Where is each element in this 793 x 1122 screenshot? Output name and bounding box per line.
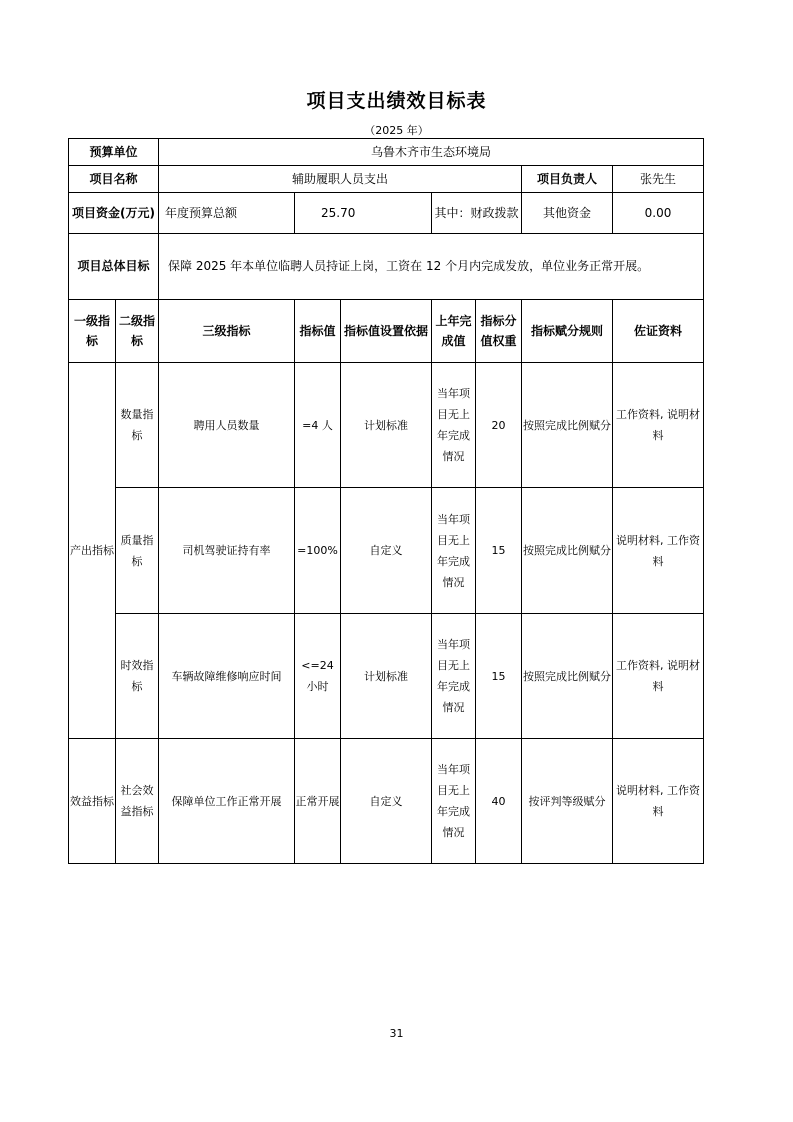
evidence-cell: 说明材料, 工作资料 [613,739,704,864]
header-rule: 指标赋分规则 [522,300,613,363]
level3-cell: 保障单位工作正常开展 [159,739,295,864]
level3-cell: 聘用人员数量 [159,363,295,488]
project-leader-label: 项目负责人 [522,166,613,193]
evidence-cell: 说明材料, 工作资料 [613,488,704,614]
level2-cell: 社会效益指标 [116,739,159,864]
basis-cell: 计划标准 [341,614,432,739]
weight-cell: 15 [476,488,522,614]
fiscal-label: 其中：财政拨款 [432,193,522,234]
rule-cell: 按照完成比例赋分 [522,614,613,739]
budget-unit-row [69,139,704,166]
basis-cell: 计划标准 [341,363,432,488]
annual-budget-value: 25.70 [295,193,432,234]
other-funds-label: 其他资金 [522,193,613,234]
project-name-row [69,166,704,193]
weight-cell: 15 [476,614,522,739]
funds-label: 项目资金(万元) [69,193,159,234]
evidence-cell: 工作资料, 说明材料 [613,363,704,488]
basis-cell: 自定义 [341,739,432,864]
other-funds-value: 0.00 [613,193,704,234]
table-row [69,488,704,614]
basis-cell: 自定义 [341,488,432,614]
page-title: 项目支出绩效目标表 [306,90,487,112]
rule-cell: 按照完成比例赋分 [522,488,613,614]
header-row [69,300,704,363]
last-year-cell: 当年项目无上年完成情况 [432,739,476,864]
level3-cell: 车辆故障维修响应时间 [159,614,295,739]
budget-unit-label: 预算单位 [69,139,159,166]
last-year-cell: 当年项目无上年完成情况 [432,614,476,739]
header-level2: 二级指标 [116,300,159,363]
header-basis: 指标值设置依据 [341,300,432,363]
rule-cell: 按评判等级赋分 [522,739,613,864]
header-last-year: 上年完成值 [432,300,476,363]
header-evidence: 佐证资料 [613,300,704,363]
table-row [69,614,704,739]
weight-cell: 20 [476,363,522,488]
last-year-cell: 当年项目无上年完成情况 [432,363,476,488]
group-benefit: 效益指标 [69,739,116,864]
year-label: （2025 年） [364,124,429,137]
level2-cell: 数量指标 [116,363,159,488]
table-row [69,739,704,864]
evidence-cell: 工作资料, 说明材料 [613,614,704,739]
table-row [69,363,704,488]
page-number: 31 [389,1027,404,1040]
level2-cell: 质量指标 [116,488,159,614]
annual-budget-label: 年度预算总额 [159,193,295,234]
project-name-label: 项目名称 [69,166,159,193]
level3-cell: 司机驾驶证持有率 [159,488,295,614]
level2-cell: 时效指标 [116,614,159,739]
project-leader-value: 张先生 [613,166,704,193]
project-name-value: 辅助履职人员支出 [159,166,522,193]
header-weight: 指标分值权重 [476,300,522,363]
overall-goal-row [69,234,704,300]
value-cell: =100% [295,488,341,614]
group-output: 产出指标 [69,363,116,739]
value-cell: =4 人 [295,363,341,488]
header-value: 指标值 [295,300,341,363]
value-cell: <=24 小时 [295,614,341,739]
last-year-cell: 当年项目无上年完成情况 [432,488,476,614]
overall-goal-value: 保障 2025 年本单位临聘人员持证上岗，工资在 12 个月内完成发放，单位业务正常开展。 [159,234,704,300]
overall-goal-label: 项目总体目标 [69,234,159,300]
funds-row [69,193,704,234]
header-level1: 一级指标 [69,300,116,363]
performance-table [68,138,704,864]
value-cell: 正常开展 [295,739,341,864]
weight-cell: 40 [476,739,522,864]
header-level3: 三级指标 [159,300,295,363]
rule-cell: 按照完成比例赋分 [522,363,613,488]
budget-unit-value: 乌鲁木齐市生态环境局 [159,139,704,166]
